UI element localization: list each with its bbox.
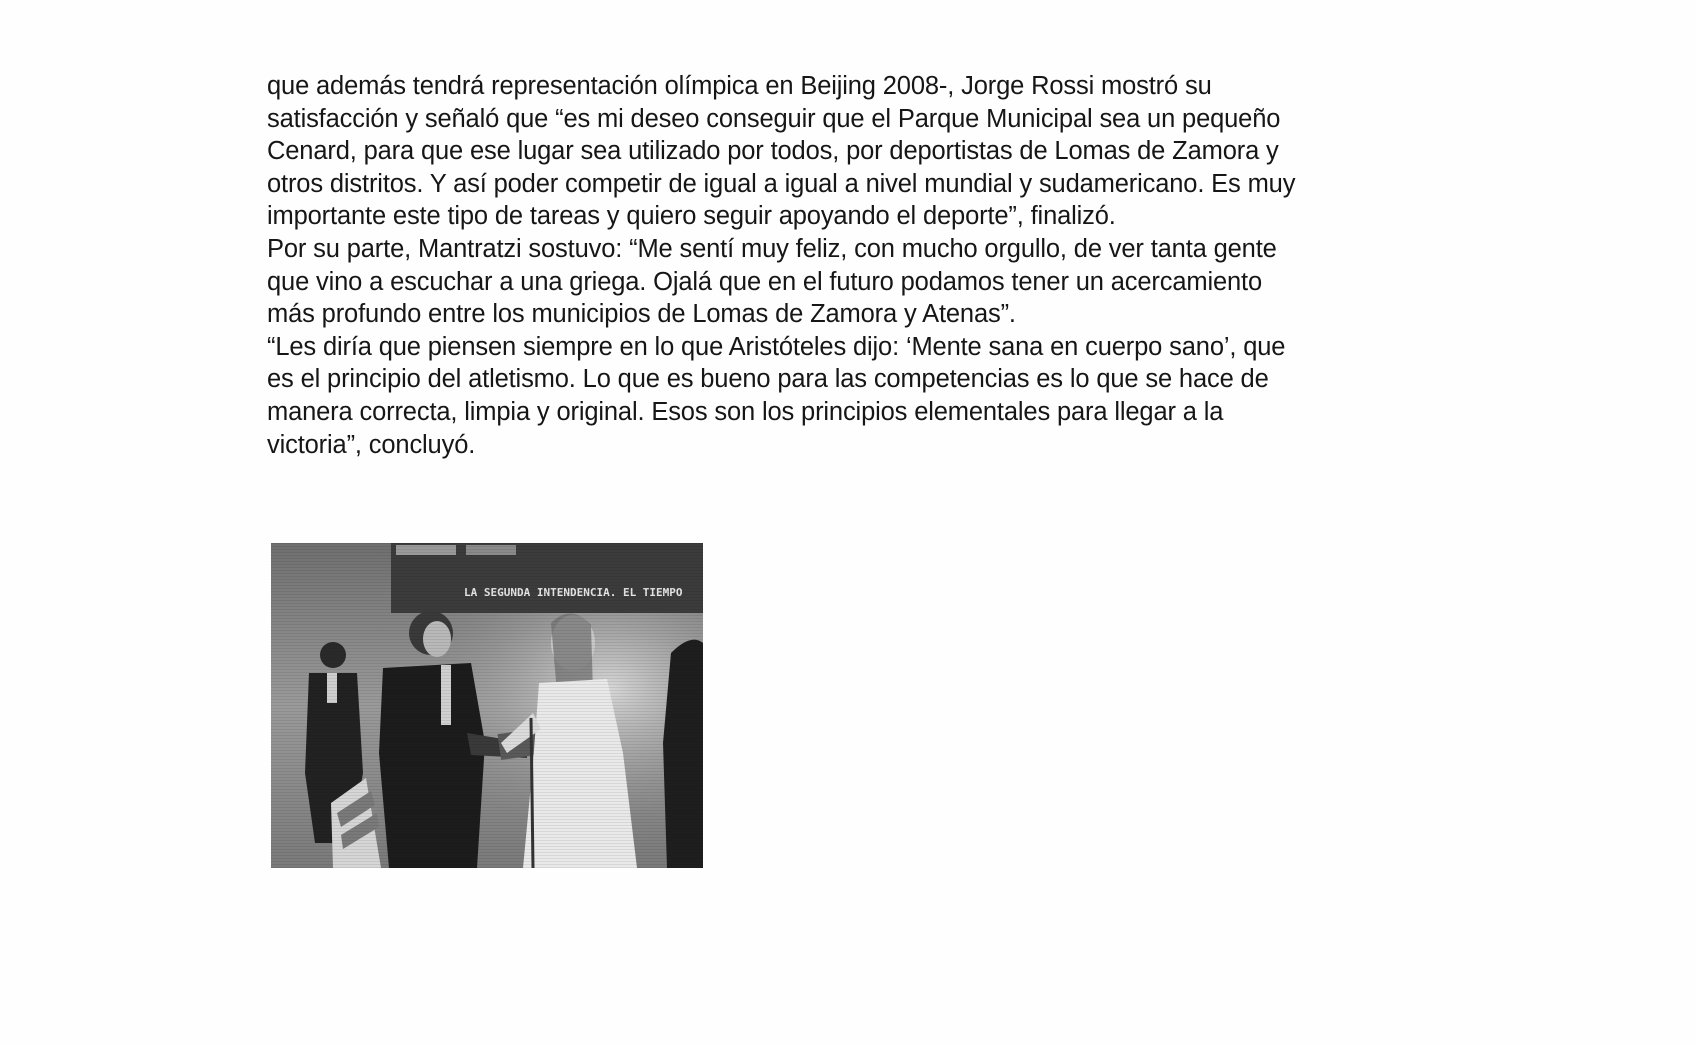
- body-line: victoria”, concluyó.: [267, 430, 476, 459]
- body-line: que vino a escuchar a una griega. Ojalá que en el futuro podamos tener un acercamiento: [267, 267, 1262, 296]
- body-line: importante este tipo de tareas y quiero seguir apoyando el deporte”, finalizó.: [267, 202, 1116, 231]
- body-line: Por su parte, Mantratzi sostuvo: “Me sentí muy feliz, con mucho orgullo, de ver tanta gente: [267, 234, 1277, 263]
- body-line: que además tendrá representación olímpica en Beijing 2008-, Jorge Rossi mostró su: [267, 72, 1212, 100]
- body-line: manera correcta, limpia y original. Esos son los principios elementales para llegar a la: [267, 397, 1224, 426]
- body-line: satisfacción y señaló que “es mi deseo conseguir que el Parque Municipal sea un pequeño: [267, 104, 1281, 133]
- body-line: otros distritos. Y así poder competir de igual a igual a nivel mundial y sudamericano. Es muy: [267, 169, 1296, 198]
- body-line: es el principio del atletismo. Lo que es bueno para las competencias es lo que se hace de: [267, 365, 1269, 394]
- event-photo: [271, 543, 703, 868]
- body-line: Cenard, para que ese lugar sea utilizado por todos, por deportistas de Lomas de Zamora y: [267, 137, 1279, 166]
- body-line: más profundo entre los municipios de Lomas de Zamora y Atenas”.: [267, 300, 1016, 329]
- article-body: [267, 70, 1447, 461]
- body-line: “Les diría que piensen siempre en lo que Aristóteles dijo: ‘Mente sana en cuerpo sano’, que: [267, 332, 1286, 361]
